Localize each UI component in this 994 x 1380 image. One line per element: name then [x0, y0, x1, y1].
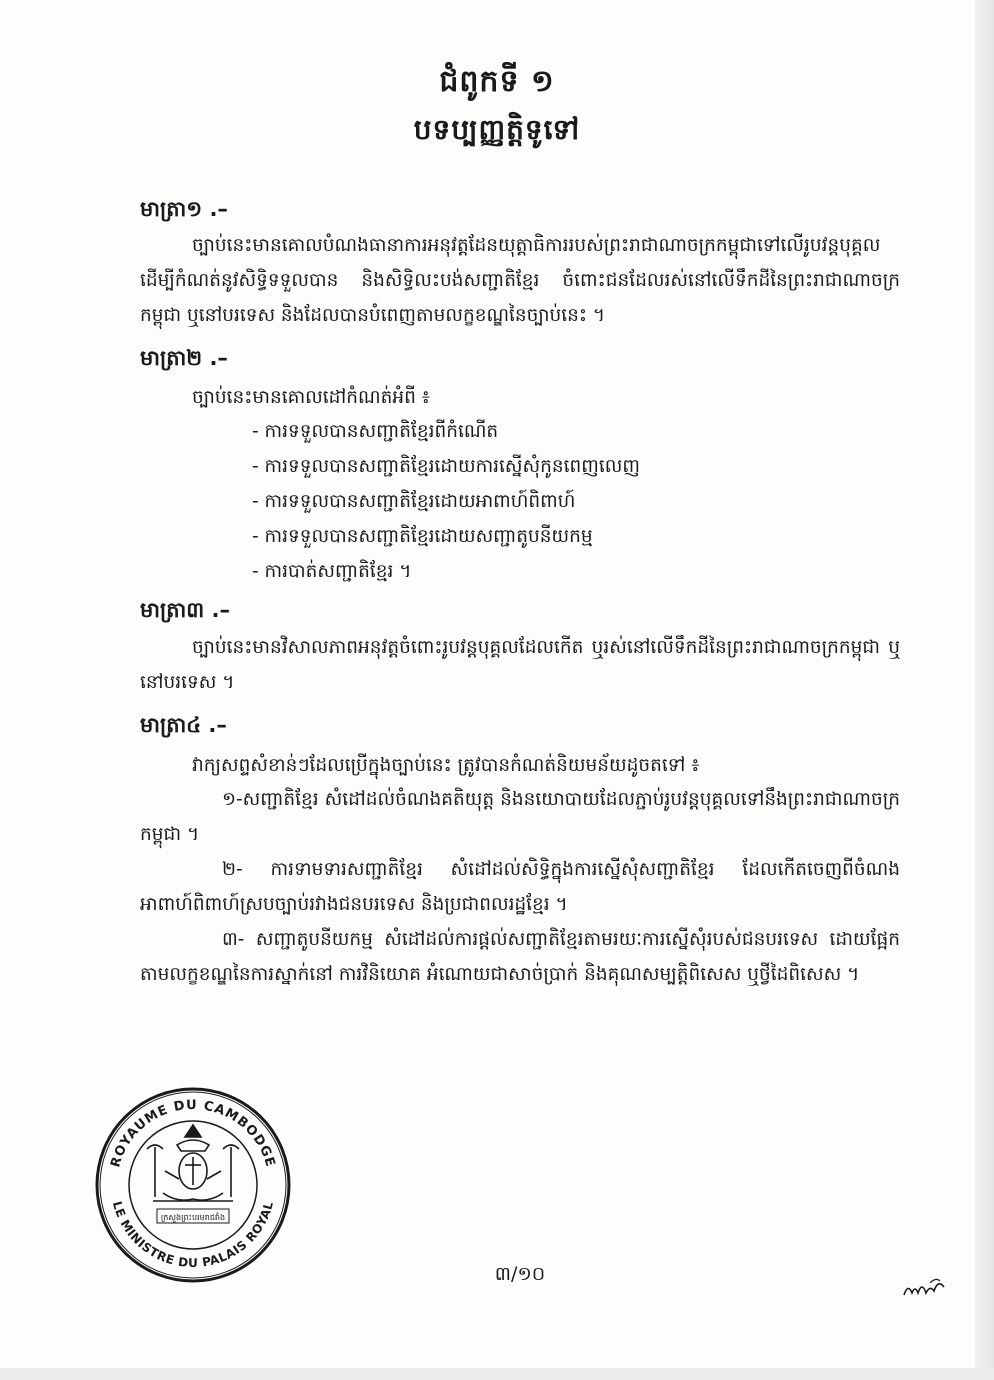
article-1-text — [140, 228, 900, 333]
article-3-heading: មាត្រា៣ .– — [140, 598, 230, 622]
list-item: - ការទទួលបានសញ្ជាតិខ្មែរដោយអាពាហ៍ពិពាហ៍ — [252, 491, 576, 512]
list-item: - ការបាត់សញ្ជាតិខ្មែរ ។ — [252, 561, 412, 582]
seal-text-top: ROYAUME DU CAMBODGE — [108, 1097, 278, 1170]
definition-text: ៣- សញ្ជាតូបនីយកម្ម សំដៅដល់ការផ្តល់សញ្ជាតិខ្មែរតាមរយៈការស្នើសុំរបស់ជនបរទេស ដោយផ្អែកតាមលក្ខខណ្ឌនៃការស្នាក់នៅ ការវិនិយោគ អំណោយជាសាច់ប្រាក់ និងគុណសម្បត្តិពិសេស ឬថ្វីដៃពិសេស ។ — [140, 929, 900, 985]
article-1-heading: មាត្រា១ .– — [140, 197, 228, 221]
page-edge-shadow — [975, 0, 994, 1380]
seal-inner-text: ក្រសួងព្រះបរមរាជវាំង — [160, 1213, 226, 1222]
list-item: - ការទទួលបានសញ្ជាតិខ្មែរដោយសញ្ជាតូបនីយកម្ម — [252, 526, 593, 547]
article-2-list — [252, 414, 640, 589]
page-bottom-edge — [0, 1368, 994, 1380]
chapter-subtitle: បទប្បញ្ញត្តិទូទៅ — [413, 113, 581, 146]
article-2-heading: មាត្រា២ .– — [140, 346, 228, 370]
article-4-text — [140, 748, 900, 783]
list-item: - ការទទួលបានសញ្ជាតិខ្មែរដោយការស្នើសុំកូនពេញលេញ — [252, 456, 640, 477]
definition-text: ១-សញ្ជាតិខ្មែរ សំដៅដល់ចំណងគតិយុត្ត និងនយោបាយដែលភ្ជាប់រូបវន្តបុគ្គលទៅនឹងព្រះរាជាណាចក្រកម្ពុជា ។ — [140, 789, 900, 845]
article-4-definition-1 — [140, 782, 900, 852]
article-3-text — [140, 630, 900, 700]
royal-palace-seal — [93, 1085, 293, 1285]
article-2-body: ច្បាប់នេះមានគោលដៅកំណត់អំពី ៖ — [192, 387, 430, 408]
seal-text-bottom: LE MINISTRE DU PALAIS ROYAL — [109, 1199, 277, 1271]
article-1-body: ច្បាប់នេះមានគោលបំណងធានាការអនុវត្តដែនយុត្តាធិការរបស់ព្រះរាជាណាចក្រកម្ពុជាទៅលើរូបវន្តបុគ្គល ដើម្បីកំណត់នូវសិទ្ធិទទួលបាន និងសិទ្ធិលះបង់សញ្ជាតិខ្មែរ ចំពោះជនដែលរស់នៅលើទឹកដីនៃព្រះរាជាណាចក្រកម្ពុជា ឬនៅបរទេស និងដែលបានបំពេញតាមលក្ខខណ្ឌនៃច្បាប់នេះ ។ — [140, 235, 900, 326]
article-3-body: ច្បាប់នេះមានវិសាលភាពអនុវត្តចំពោះរូបវន្តបុគ្គលដែលកើត ឬរស់នៅលើទឹកដីនៃព្រះរាជាណាចក្រកម្ពុជា ឬនៅបរទេស ។ — [140, 637, 900, 693]
list-item: - ការទទួលបានសញ្ជាតិខ្មែរពីកំណើត — [252, 421, 499, 442]
definition-text: ២- ការទាមទារសញ្ជាតិខ្មែរ សំដៅដល់សិទ្ធិក្នុងការស្នើសុំសញ្ជាតិខ្មែរ ដែលកើតចេញពីចំណងអាពាហ៍ពិពាហ៍ស្របច្បាប់រវាងជនបរទេស និងប្រជាពលរដ្ឋខ្មែរ ។ — [140, 859, 900, 915]
chapter-title: ជំពូកទី ១ — [439, 64, 555, 99]
article-4-definition-3 — [140, 922, 900, 992]
article-4-definition-2 — [140, 852, 900, 922]
page-number: ៣/១០ — [494, 1263, 546, 1285]
article-4-body: វាក្យសព្ទសំខាន់ៗដែលប្រើក្នុងច្បាប់នេះ ត្រូវបានកំណត់និយមន័យដូចតទៅ ៖ — [192, 755, 700, 776]
handwritten-initials-icon — [900, 1275, 950, 1301]
article-2-text — [140, 380, 900, 415]
article-4-heading: មាត្រា៤ .– — [140, 713, 227, 737]
royal-emblem-icon — [147, 1125, 239, 1201]
